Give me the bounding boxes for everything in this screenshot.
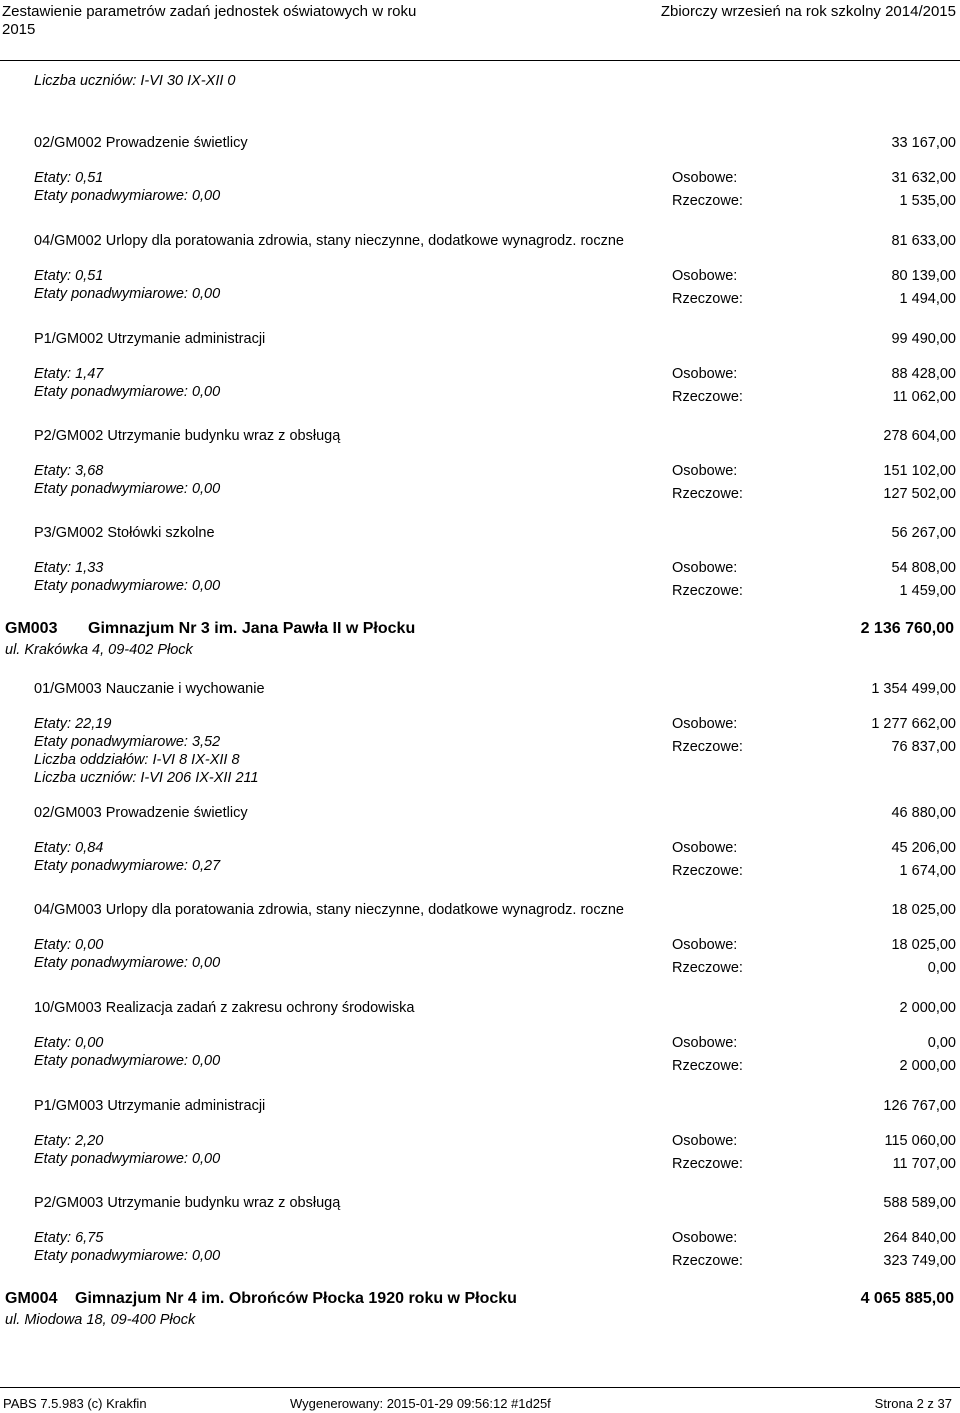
unit-name-gm004: Gimnazjum Nr 4 im. Obrońców Płocka 1920 roku w Płocku [75,1290,517,1307]
report-period: Zbiorczy wrzesień na rok szkolny 2014/2015 [660,3,956,20]
unit-code-gm003: GM003 [5,620,58,637]
osobowe-value: 54 808,00 [891,560,956,576]
task-total: 1 354 499,00 [871,681,956,697]
rzeczowe-value: 1 494,00 [899,291,956,307]
rzeczowe-value: 1 535,00 [899,193,956,209]
osobowe-label: Osobowe: [672,268,738,284]
osobowe-value: 80 139,00 [891,268,956,284]
report-title: Zestawienie parametrów zadań jednostek oświatowych w roku 2015 [2,3,417,38]
task-detail: Etaty ponadwymiarowe: 0,00 [34,1053,221,1069]
rzeczowe-label: Rzeczowe: [672,863,743,879]
task-detail: Etaty: 1,33 [34,560,104,576]
osobowe-label: Osobowe: [672,463,738,479]
osobowe-value: 115 060,00 [884,1133,956,1149]
task-name: P2/GM002 Utrzymanie budynku wraz z obsługą [34,428,341,444]
osobowe-label: Osobowe: [672,1230,738,1246]
rzeczowe-label: Rzeczowe: [672,486,743,502]
unit-code-gm004: GM004 [5,1290,58,1307]
task-name: P3/GM002 Stołówki szkolne [34,525,215,541]
task-name: P1/GM003 Utrzymanie administracji [34,1098,266,1114]
task-detail: Etaty: 0,84 [34,840,104,856]
osobowe-label: Osobowe: [672,840,738,856]
osobowe-label: Osobowe: [672,1035,738,1051]
rzeczowe-label: Rzeczowe: [672,583,743,599]
intro-uczniowie: Liczba uczniów: I-VI 30 IX-XII 0 [34,73,236,89]
rzeczowe-value: 11 707,00 [892,1156,956,1172]
task-detail: Etaty ponadwymiarowe: 0,00 [34,578,221,594]
osobowe-value: 0,00 [927,1035,956,1051]
task-total: 46 880,00 [891,805,956,821]
rzeczowe-label: Rzeczowe: [672,193,743,209]
task-detail: Etaty ponadwymiarowe: 0,00 [34,955,221,971]
header-divider [0,60,960,61]
task-total: 126 767,00 [883,1098,956,1114]
task-detail: Etaty ponadwymiarowe: 3,52 [34,734,221,750]
task-detail: Etaty: 3,68 [34,463,104,479]
task-name: P1/GM002 Utrzymanie administracji [34,331,266,347]
task-detail: Etaty ponadwymiarowe: 0,00 [34,1248,221,1264]
footer-page-number: Strona 2 z 37 [874,1396,952,1411]
task-detail: Etaty ponadwymiarowe: 0,00 [34,1151,221,1167]
task-detail: Etaty: 1,47 [34,366,104,382]
osobowe-value: 31 632,00 [891,170,956,186]
rzeczowe-label: Rzeczowe: [672,1058,743,1074]
task-detail: Liczba oddziałów: I-VI 8 IX-XII 8 [34,752,240,768]
rzeczowe-value: 323 749,00 [883,1253,956,1269]
footer-divider [0,1387,960,1388]
rzeczowe-label: Rzeczowe: [672,960,743,976]
task-detail: Etaty: 0,51 [34,170,104,186]
rzeczowe-value: 76 837,00 [891,739,956,755]
unit-address-gm004: ul. Miodowa 18, 09-400 Płock [5,1312,196,1328]
osobowe-label: Osobowe: [672,1133,738,1149]
task-name: 02/GM002 Prowadzenie świetlicy [34,135,248,151]
task-detail: Etaty: 6,75 [34,1230,104,1246]
rzeczowe-value: 2 000,00 [899,1058,956,1074]
osobowe-value: 45 206,00 [891,840,956,856]
task-detail: Etaty ponadwymiarowe: 0,27 [34,858,221,874]
rzeczowe-value: 1 459,00 [899,583,956,599]
task-total: 278 604,00 [883,428,956,444]
footer-generated: Wygenerowany: 2015-01-29 09:56:12 #1d25f [290,1396,551,1411]
task-detail: Etaty: 0,00 [34,1035,104,1051]
osobowe-value: 151 102,00 [883,463,956,479]
task-detail: Etaty ponadwymiarowe: 0,00 [34,286,221,302]
rzeczowe-value: 127 502,00 [883,486,956,502]
osobowe-label: Osobowe: [672,937,738,953]
osobowe-label: Osobowe: [672,366,738,382]
osobowe-label: Osobowe: [672,716,738,732]
task-detail: Etaty ponadwymiarowe: 0,00 [34,481,221,497]
osobowe-value: 18 025,00 [891,937,956,953]
unit-address-gm003: ul. Krakówka 4, 09-402 Płock [5,642,193,658]
task-name: 01/GM003 Nauczanie i wychowanie [34,681,265,697]
task-total: 588 589,00 [883,1195,956,1211]
unit-total-gm004: 4 065 885,00 [860,1290,954,1307]
rzeczowe-label: Rzeczowe: [672,291,743,307]
rzeczowe-value: 11 062,00 [892,389,956,405]
osobowe-label: Osobowe: [672,170,738,186]
rzeczowe-label: Rzeczowe: [672,739,743,755]
task-detail: Etaty: 2,20 [34,1133,104,1149]
osobowe-value: 1 277 662,00 [871,716,956,732]
rzeczowe-value: 1 674,00 [899,863,956,879]
task-detail: Etaty ponadwymiarowe: 0,00 [34,384,221,400]
task-detail: Liczba uczniów: I-VI 206 IX-XII 211 [34,770,259,786]
unit-total-gm003: 2 136 760,00 [860,620,954,637]
rzeczowe-label: Rzeczowe: [672,1253,743,1269]
task-total: 18 025,00 [891,902,956,918]
task-name: 02/GM003 Prowadzenie świetlicy [34,805,248,821]
task-name: 10/GM003 Realizacja zadań z zakresu ochrony środowiska [34,1000,415,1016]
task-detail: Etaty: 0,51 [34,268,104,284]
task-detail: Etaty: 0,00 [34,937,104,953]
task-detail: Etaty: 22,19 [34,716,112,732]
task-name: P2/GM003 Utrzymanie budynku wraz z obsługą [34,1195,341,1211]
rzeczowe-label: Rzeczowe: [672,389,743,405]
task-total: 33 167,00 [891,135,956,151]
osobowe-value: 88 428,00 [891,366,956,382]
task-name: 04/GM003 Urlopy dla poratowania zdrowia, stany nieczynne, dodatkowe wynagrodz. roczne [34,902,624,918]
task-total: 81 633,00 [891,233,956,249]
osobowe-label: Osobowe: [672,560,738,576]
footer-software: PABS 7.5.983 (c) Krakfin [3,1396,147,1411]
rzeczowe-value: 0,00 [927,960,956,976]
rzeczowe-label: Rzeczowe: [672,1156,743,1172]
osobowe-value: 264 840,00 [883,1230,956,1246]
task-name: 04/GM002 Urlopy dla poratowania zdrowia, stany nieczynne, dodatkowe wynagrodz. roczne [34,233,624,249]
task-detail: Etaty ponadwymiarowe: 0,00 [34,188,221,204]
task-total: 56 267,00 [891,525,956,541]
task-total: 99 490,00 [891,331,956,347]
task-total: 2 000,00 [899,1000,956,1016]
unit-name-gm003: Gimnazjum Nr 3 im. Jana Pawła II w Płocku [88,620,416,637]
